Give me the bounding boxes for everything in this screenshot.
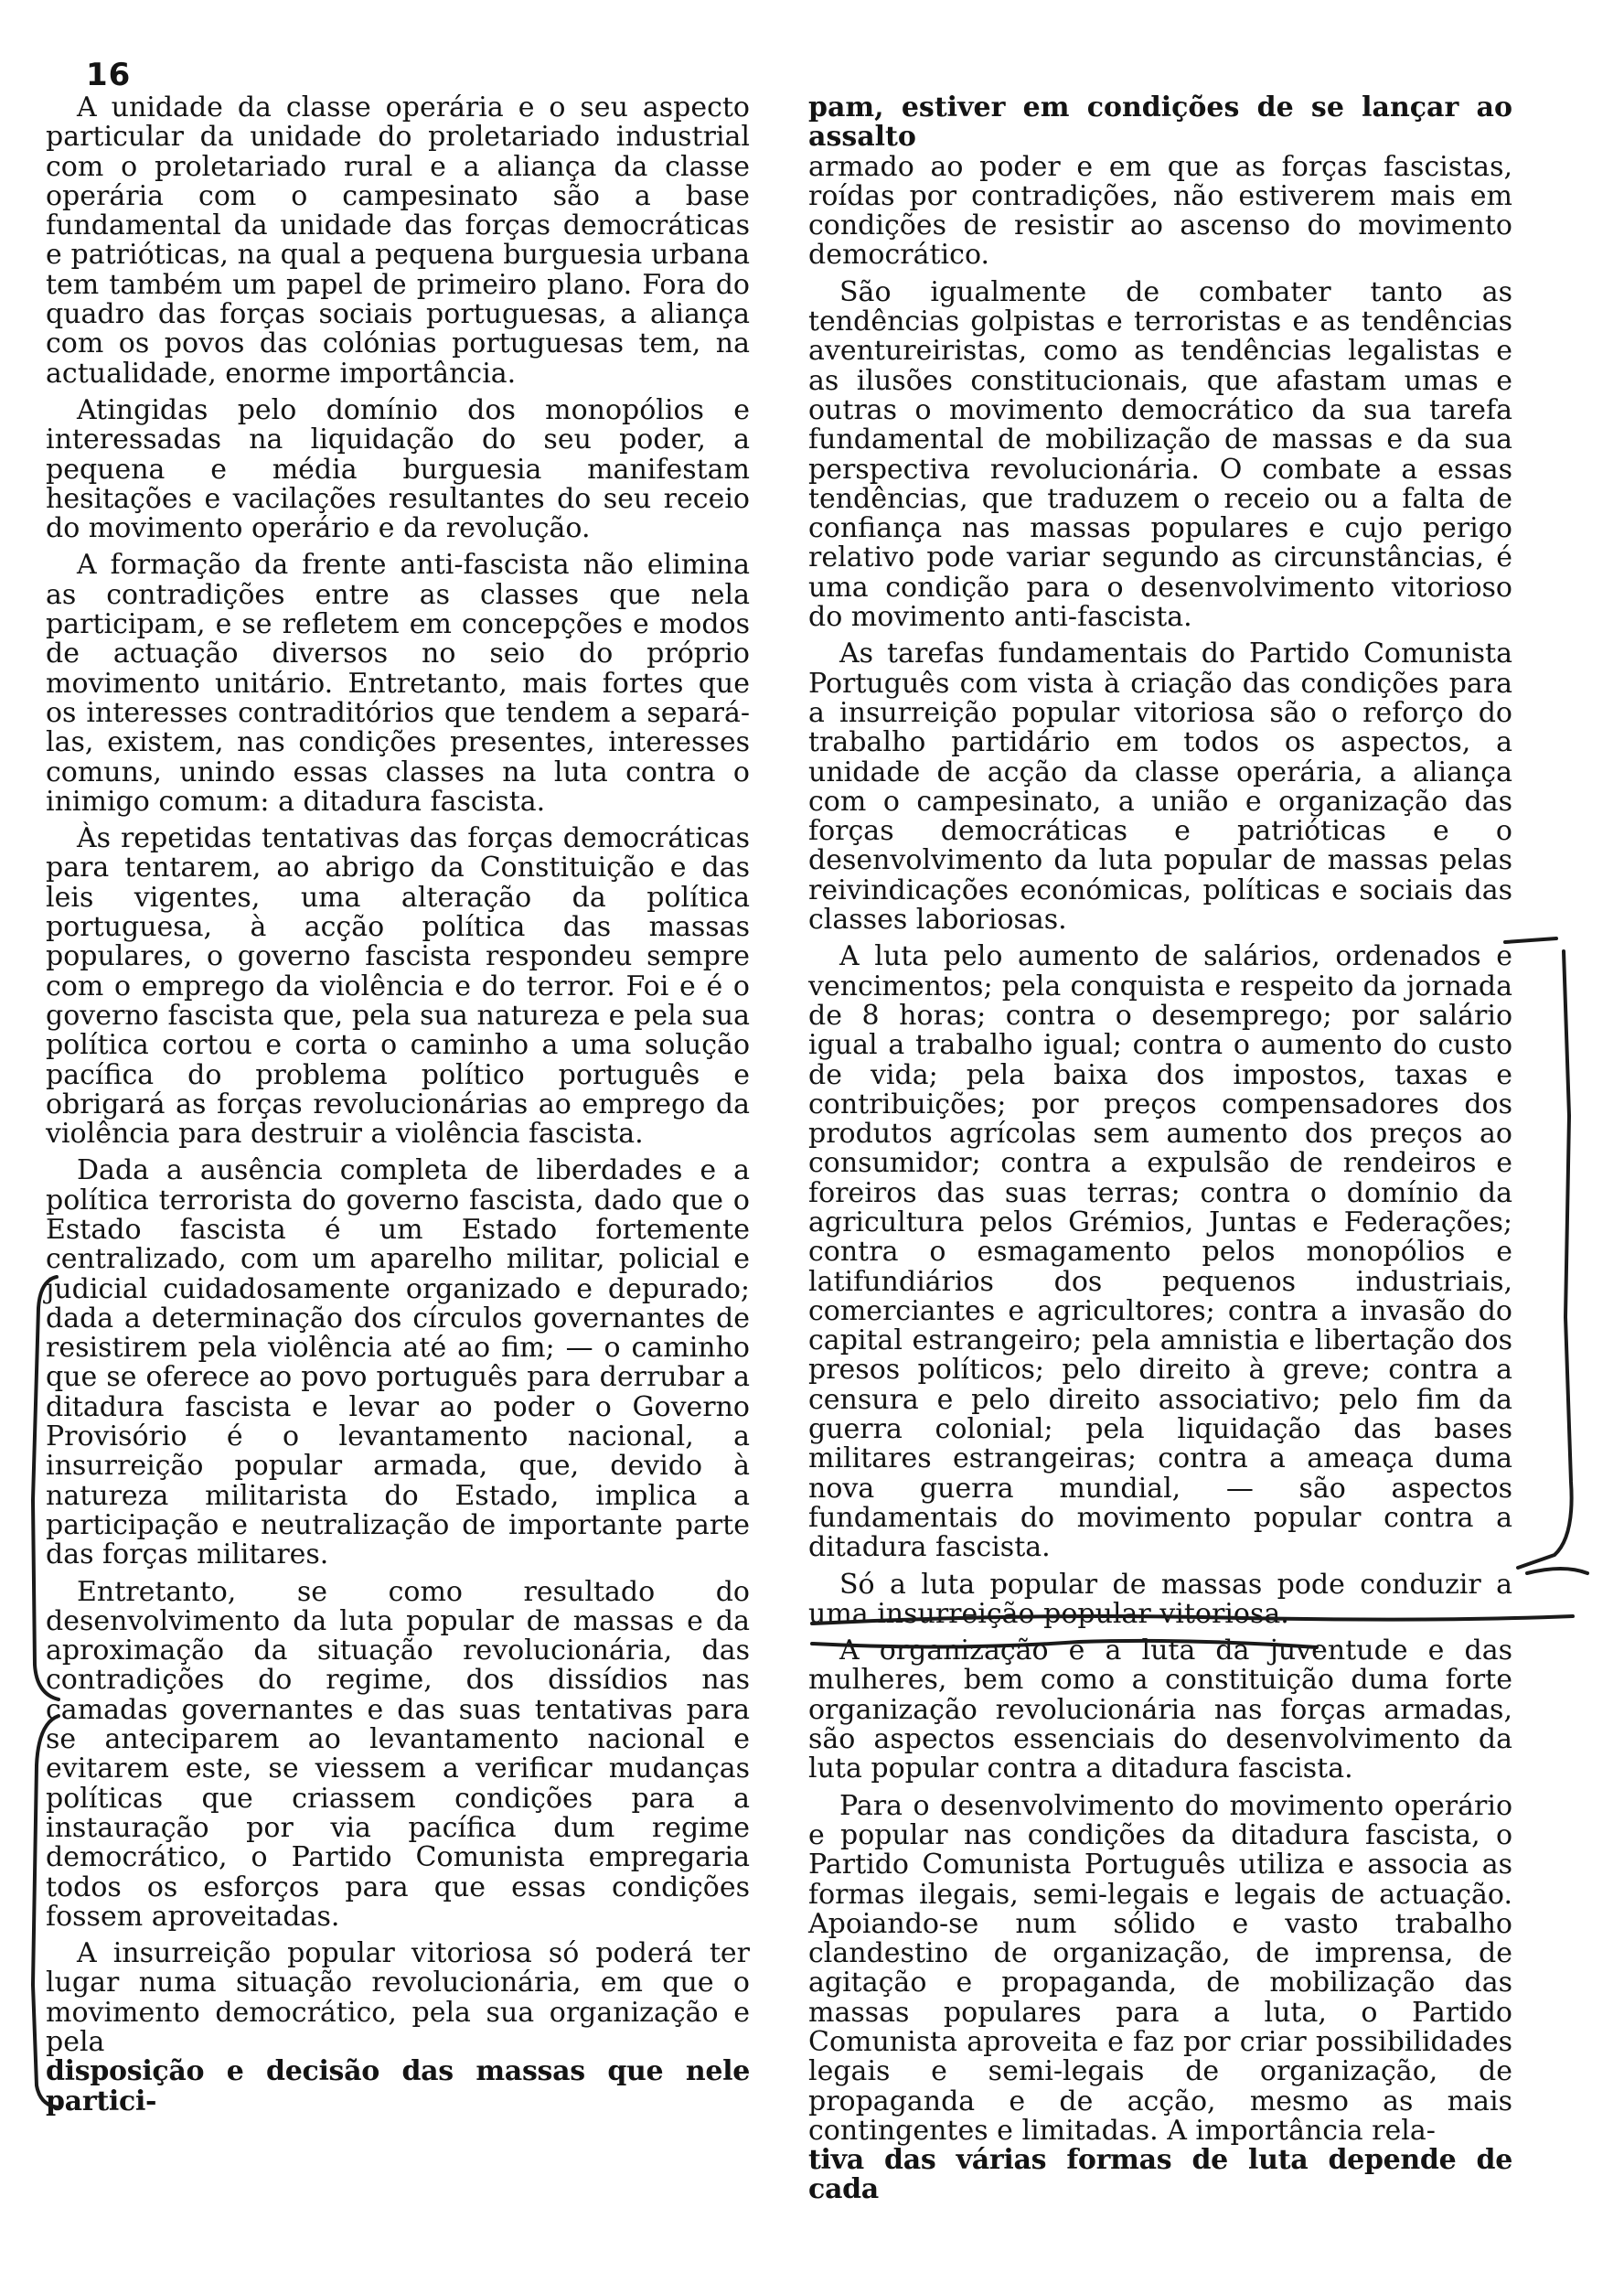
paragraph: armado ao poder e em que as forças fascistas, roídas por contradições, não estiverem mais em condições de resistir ao ascenso do movimento democrático. bbox=[808, 150, 1512, 272]
paragraph: A unidade da classe operária e o seu aspecto particular da unidade do proletariado industrial com o proletariado rural e a aliança da classe operária com o campesinato são a base fundamental da unidade das forças democráticas e patrióticas, na qual a pequena burguesia urbana tem também um papel de primeiro plano. Fora do quadro das forças sociais portuguesas, a aliança com os povos das colónias portuguesas tem, na actualidade, enorme importância. bbox=[46, 91, 750, 390]
right-bracket-mark bbox=[1500, 933, 1600, 1592]
page-number: 16 bbox=[86, 57, 132, 93]
paragraph: A organização e a luta da juventude e das mulheres, bem como a constituição duma forte organização revolucionária nas forças armadas, são aspectos essenciais do desenvolvimento da luta popular contra a ditadura fascista. bbox=[808, 1635, 1512, 1785]
paragraph: Entretanto, se como resultado do desenvolvimento da luta popular de massas e da aproximação da situação revolucionária, das contradições do regime, dos dissídios nas camadas governantes e das suas tentativas para se anteciparem ao levantamento nacional e evitarem este, se viessem a verificar mudanças políticas que criassem condições para a instauração por via pacífica dum regime democrático, o Partido Comunista empregaria todos os esforços para que essas condições fossem aproveitadas. bbox=[46, 1575, 750, 1933]
paragraph: A formação da frente anti-fascista não elimina as contradições entre as classes que nela participam, e se refletem em concepções e modos de actuação diversos no seio do próprio movimento unitário. Entretanto, mais fortes que os interesses contraditórios que tendem a separá-las, existem, nas condições presentes, interesses comuns, unindo essas classes na luta contra o inimigo comum: a ditadura fascista. bbox=[46, 549, 750, 818]
bottom-line: disposição e decisão das massas que nele partici- bbox=[46, 2055, 750, 2117]
left-column bbox=[46, 93, 750, 2124]
paragraph: São igualmente de combater tanto as tendências golpistas e terroristas e as tendências aventureiristas, como as tendências legalistas e as ilusões constitucionais, que afastam umas e outras o movimento democrático da sua tarefa fundamental de mobilização de massas e da sua perspectiva revolucionária. O combate a essas tendências, que traduzem o receio ou a falta de confiança nas massas populares e cujo perigo relativo pode variar segundo as circunstâncias, é uma condição para o desenvolvimento vitorioso do movimento anti-fascista. bbox=[808, 275, 1512, 634]
paragraph: A insurreição popular vitoriosa só poderá ter lugar numa situação revolucionária, em que o movimento democrático, pela sua organização e pela bbox=[46, 1937, 750, 2058]
top-line: pam, estiver em condições de se lançar ao assalto bbox=[808, 91, 1512, 154]
right-column bbox=[808, 93, 1512, 2213]
paragraph: As tarefas fundamentais do Partido Comunista Português com vista à criação das condições para a insurreição popular vitoriosa são o reforço do trabalho partidário em todos os aspectos, a unidade de acção da classe operária, a aliança com o campesinato, a união e organização das forças democráticas e patrióticas e o desenvolvimento da luta popular de massas pelas reivindicações económicas, políticas e sociais das classes laboriosas. bbox=[808, 638, 1512, 937]
underlined-paragraph: Só a luta popular de massas pode conduzir a uma insurreição popular vitoriosa. bbox=[808, 1568, 1512, 1630]
paragraph: Dada a ausência completa de liberdades e a política terrorista do governo fascista, dado que o Estado fascista é um Estado fortemente centralizado, com um aparelho militar, policial e judicial cuidadosamente organizado e depurado; dada a determinação dos círculos governantes de resistirem pela violência até ao fim; — o caminho que se oferece ao povo português para derrubar a ditadura fascista e levar ao poder o Governo Provisório é o levantamento nacional, a insurreição popular armada, que, devido à natureza militarista do Estado, implica a participação e neutralização de importante parte das forças militares. bbox=[46, 1154, 750, 1571]
paragraph: Atingidas pelo domínio dos monopólios e interessadas na liquidação do seu poder, a pequena e média burguesia manifestam hesitações e vacilações resultantes do seu receio do movimento operário e da revolução. bbox=[46, 393, 750, 545]
bottom-line: tiva das várias formas de luta depende de cada bbox=[808, 2144, 1512, 2206]
paragraph: A luta pelo aumento de salários, ordenados e vencimentos; pela conquista e respeito da jornada de 8 horas; contra o desemprego; por salário igual a trabalho igual; contra o aumento do custo de vida; pela baixa dos impostos, taxas e contribuições; por preços compensadores dos produtos agrícolas sem aumento dos preços ao consumidor; contra a expulsão de rendeiros e foreiros das suas terras; contra o domínio da agricultura pelos Grémios, Juntas e Federações; contra o esmagamento pelos monopólios e latifundiários dos pequenos industriais, comerciantes e agricultores; contra a invasão do capital estrangeiro; pela amnistia e libertação dos presos políticos; pelo direito à greve; contra a censura e pelo direito associativo; pelo fim da guerra colonial; pela liquidação das bases militares estrangeiras; contra a ameaça duma nova guerra mundial, — são aspectos fundamentais do movimento popular contra a ditadura fascista. bbox=[808, 940, 1512, 1564]
paragraph: Para o desenvolvimento do movimento operário e popular nas condições da ditadura fascista, o Partido Comunista Português utiliza e associa as formas ilegais, semi-legais e legais de actuação. Apoiando-se num sólido e vasto trabalho clandestino de organização, de imprensa, de agitação e propaganda, de mobilização das massas populares para a luta, o Partido Comunista aproveita e faz por criar possibilidades legais e semi-legais de organização, de propaganda e de acção, mesmo as mais contingentes e limitadas. A importância rela- bbox=[808, 1789, 1512, 2147]
paragraph: Às repetidas tentativas das forças democráticas para tentarem, ao abrigo da Constituição e das leis vigentes, uma alteração da política portuguesa, à acção política das massas populares, o governo fascista respondeu sempre com o emprego da violência e do terror. Foi e é o governo fascista que, pela sua natureza e pela sua política cortou e corta o caminho a uma solução pacífica do problema político português e obrigará as forças revolucionárias ao emprego da violência para destruir a violência fascista. bbox=[46, 822, 750, 1151]
